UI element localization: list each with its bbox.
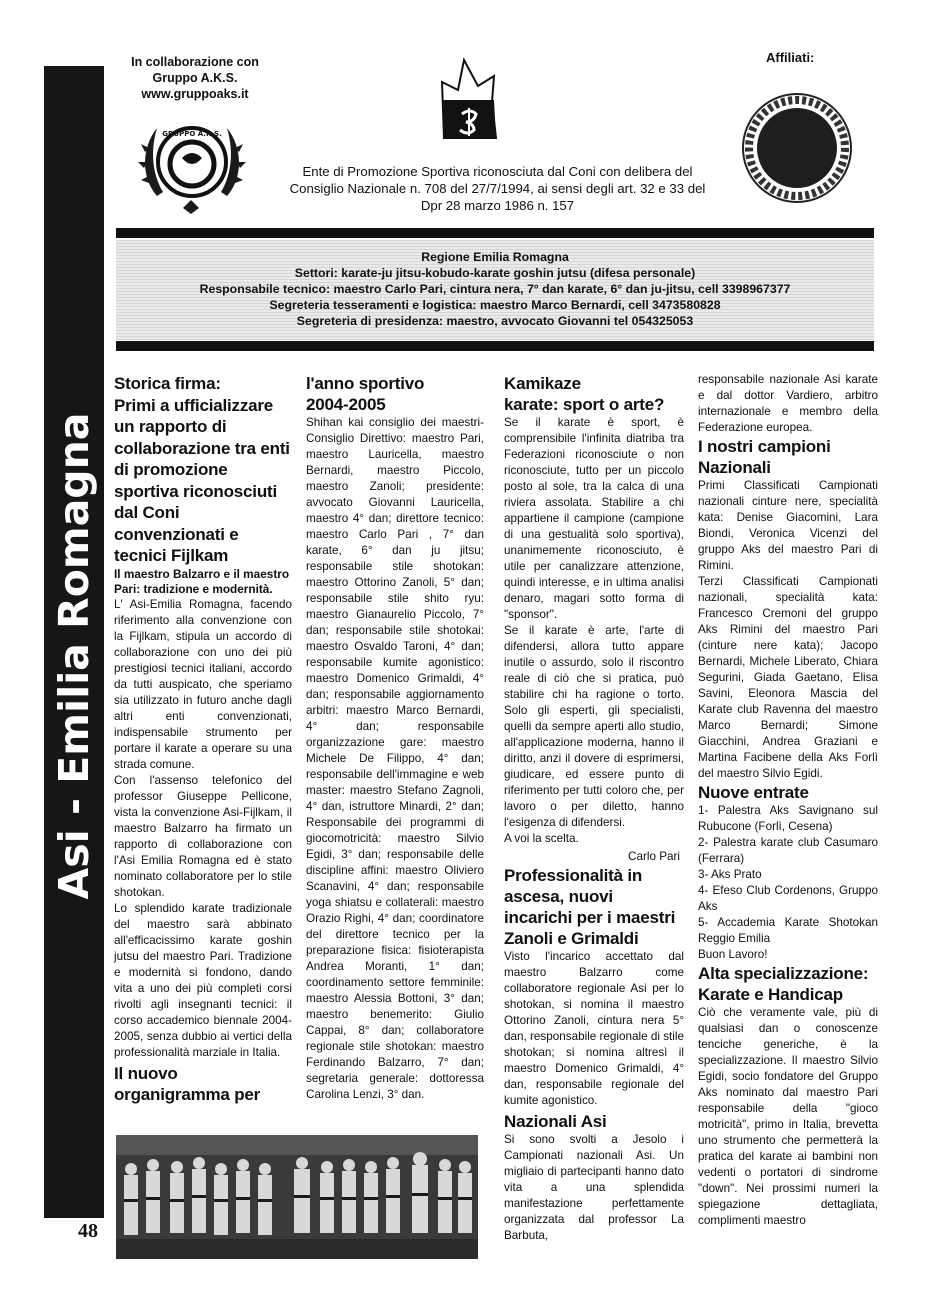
region-line: Settori: karate-ju jitsu-kobudo-karate goshin jutsu (difesa personale) [294, 266, 696, 280]
region-line: Segreteria tesseramenti e logistica: maestro Marco Bernardi, cell 3473580828 [269, 298, 721, 312]
paragraph: responsabile nazionale Asi karate e dal dottor Vardiero, arbitro internazionale e membro della Federazione europea. [698, 373, 878, 434]
collab-line: In collaborazione con [131, 55, 259, 69]
aks-logo-text: GRUPPO A.K.S. [162, 130, 222, 138]
paragraph: A voi la scelta. [504, 832, 579, 845]
paragraph: Se il karate è arte, l'arte di difendersi, allora tutto appare inutile o assurdo, solo il riscontro reale di ciò che si pratica, può stabilire chi ha ragione o torto. Solo gli esperti, gli specialisti, quelli da sempre aperti allo studio, all'applicazione moderna, hanno il diritto, anzi il dovere di esprimersi, giudicare, ed essere punto di riferimento per tutti coloro che, per lavoro o per diletto, hanno l'esigenza di difendersi. [504, 624, 684, 829]
page-number: 48 [78, 1220, 98, 1242]
bottom-rule [116, 341, 874, 351]
list-item: 1- Palestra Aks Savignano sul Rubucone (Forlì, Cesena) [698, 804, 878, 833]
group-photo [116, 1135, 478, 1259]
column-3 [504, 373, 684, 1244]
column-2 [306, 373, 484, 1103]
paragraph: Terzi Classificati Campionati nazionali, specialità kata: Francesco Cremoni del gruppo Aks Rimini del maestro Pari (cinture nere kata); Jacopo Bernardi, Michele Liberato, Chiara Segurini, Giada Gaetano, Elisa Savini, Eleonora Mascia del Karate club Ravenna del maestro Marco Bernardi; Simone Giacchini, Andrea Graziani e Martina Facibene della Aks Forlì del maestro Silvio Egidi. [698, 575, 878, 780]
paragraph: Ciò che veramente vale, più di qualsiasi dan o conoscenze tenciche generiche, è la specializzazione. Il maestro Silvio Egidi, socio fondatore del Gruppo Aks nominato dal maestro Pari responsabile della "gioco motricità", primo in Italia, brevetta uno strumento che permetterà la pratica del karate ai bambini non vedenti o portatori di sindrome "down". Nei prossimi numeri la spiegazione dettagliata, complimenti maestro [698, 1006, 878, 1227]
section-heading: l'anno sportivo 2004-2005 [306, 374, 425, 414]
paragraph: L' Asi-Emilia Romagna, facendo riferimento alla convenzione con la Fijlkam, stipula un accordo di collaborazione con uno dei più prestigiosi tecnici italiani, accordo da tutti auspicato, che speriamo sia utilizzato in futuro anche dagli altri enti convenzionati, indispensabile strumento per portare il karate a operare su una strada comune. [114, 597, 292, 771]
column-1 [114, 373, 292, 1106]
author: Carlo Pari [628, 850, 680, 863]
section-heading: I nostri campioni Nazionali [698, 437, 831, 477]
list-item: 5- Accademia Karate Shotokan Reggio Emilia [698, 916, 878, 945]
region-line: Segreteria di presidenza: maestro, avvocato Giovanni tel 054325053 [296, 314, 694, 328]
paragraph: Se il karate è sport, è comprensibile l'infinita diatriba tra Federazioni riconosciute o non riconosciute, tutto per un piccolo posto al sole, tra la calca di una riviera assolata. Stabilire a chi appartiene il campione (campione di una gestualità solo sportiva), unanimemente riconosciuto, è utile per canalizzare attenzione, quindi interesse, e in ultima analisi denaro, magari sotto forma di "sponsor". [504, 416, 684, 621]
paragraph: Shihan kai consiglio dei maestri-Consiglio Direttivo: maestro Pari, maestro Lauricella, maestro Bernardi, maestro Piccolo, maestro Zanoli; presidente: avvocato Giovanni Lauricella, maestro 4° dan; direttore tecnico: maestro Carlo Pari , 7° dan karate, 6° dan ju jitsu; responsabile stile shotokan: maestro Ottorino Zanoli, 5° dan; responsabile stile shito ryu: maestro Gianaurelio Piccolo, 7° dan; responsabile stile shotokai: maestro Osvaldo Taroni, 4° dan; responsabile kumite agonistico: maestro Domenico Grimaldi, 4° dan; responsabile aggiornamento arbitri: maestro Marco Bernardi, 4° dan; responsabile organizzazione gare: maestro Michele De Filippo, 4° dan; responsabile dell'immagine e web master: maestro Stefano Zagnoli, 4° dan, istruttore Minardi, 2° dan; Responsabile dei programmi di giocomotricità: maestro Silvio Egidi, 3° dan; responsabile delle discipline affini: maestro Oliviero Scanavini, 4° dan; responsabile yoga shiatsu e collaterali: maestro Orazio Righi, 4° dan; coordinatore del direttore tecnico per la preparazione fisica: fisioterapista Andrea Moranti, 1° dan; coordinamento settore femminile: maestro Alessia Bottoni, 3° dan; maestro benemerito: Giulio Cappai, 8° dan; collaboratore regionale stile shotokan: maestro Ferdinando Balzarro, 7° dan; segretaria generale: dottoressa Carolina Lenzi, 3° dan. [306, 416, 484, 1101]
ente-line: Dpr 28 marzo 1986 n. 157 [420, 198, 575, 213]
collab-block [110, 54, 280, 102]
ente-line: Ente di Promozione Sportiva riconosciuta dal Coni con delibera del [302, 164, 693, 179]
list-item: 2- Palestra karate club Casumaro (Ferrara) [698, 836, 878, 865]
region-line: Responsabile tecnico: maestro Carlo Pari, cintura nera, 7° dan karate, 6° dan ju-jitsu, cell 3398967377 [199, 282, 791, 296]
section-heading: Professionalità in ascesa, nuovi incarichi per i maestri Zanoli e Grimaldi [504, 866, 676, 948]
asi-logo [434, 52, 504, 147]
section-heading: Nazionali Asi [504, 1112, 607, 1131]
list-item: 4- Efeso Club Cordenons, Gruppo Aks [698, 884, 878, 913]
affiliati-label: Affiliati: [766, 50, 815, 65]
paragraph: Lo splendido karate tradizionale del maestro sarà abbinato all'efficacissimo karate goshin jutsu del maestro Pari. Tradizione e modernità si fondono, dando vita a uno dei più completi corsi rivolti agli insegnanti tecnici: il corso accademico biennale 2004-2005, senza dubbio ai vertici della professionalità marziale in Italia. [114, 901, 292, 1059]
aks-logo [137, 108, 247, 216]
ente-line: Consiglio Nazionale n. 708 del 27/7/1994, ai sensi degli art. 32 e 33 del [289, 181, 706, 196]
paragraph: Si sono svolti a Jesolo i Campionati nazionali Asi. Un migliaio di partecipanti hanno dato vita a una splendida manifestazione perfettamente organizzata dal professor La Barbuta, [504, 1133, 684, 1242]
region-info-box [116, 240, 874, 340]
section-heading: Alta specializzazione: Karate e Handicap [698, 964, 869, 1004]
region-line: Regione Emilia Romagna [421, 250, 569, 264]
affiliate-round-logo [736, 92, 858, 204]
paragraph: Primi Classificati Campionati nazionali cinture nere, specialità kata: Denise Giacomini, Lara Biondi, Veronica Vicenzi del gruppo Aks del maestro Pari di Rimini. [698, 479, 878, 572]
top-rule [116, 228, 874, 238]
section-heading: Il nuovo organigramma per [114, 1063, 261, 1104]
paragraph: Visto l'incarico accettato dal maestro Balzarro come collaboratore regionale Asi per lo shotokan, si nomina il maestro Ottorino Zanoli, cintura nera 5° dan, responsabile regionale di stile shotokan; si nomina altresì il maestro Domenico Grimaldi, 4° dan, responsabile regionale del kumite agonistico. [504, 950, 684, 1107]
subheadline: Il maestro Balzarro e il maestro Pari: tradizione e modernità. [114, 566, 290, 596]
paragraph: Con l'assenso telefonico del professor Giuseppe Pellicone, vista la convenzione Asi-Fijlkam, il maestro Balzarro ha firmato un rapporto di collaborazione con l'Asi Emilia Romagna ed è stato nominato collaboratore per lo stile shotokan. [114, 773, 292, 899]
ente-text [250, 163, 745, 214]
section-heading: Kamikaze karate: sport o arte? [504, 374, 665, 414]
collab-line: www.gruppoaks.it [141, 87, 249, 101]
collab-line: Gruppo A.K.S. [152, 71, 238, 85]
closing-line: Buon Lavoro! [698, 948, 768, 961]
section-heading: Nuove entrate [698, 783, 809, 802]
side-title: Asi - Emilia Romagna [50, 412, 98, 900]
headline: Storica firma: Primi a ufficializzare un rapporto di collaborazione tra enti di promozione sportiva riconosciuti dal Coni convenzionati e tecnici Fijlkam [114, 374, 290, 565]
list-item: 3- Aks Prato [698, 868, 762, 881]
group-photo-image [116, 1135, 478, 1259]
column-4 [698, 372, 878, 1229]
